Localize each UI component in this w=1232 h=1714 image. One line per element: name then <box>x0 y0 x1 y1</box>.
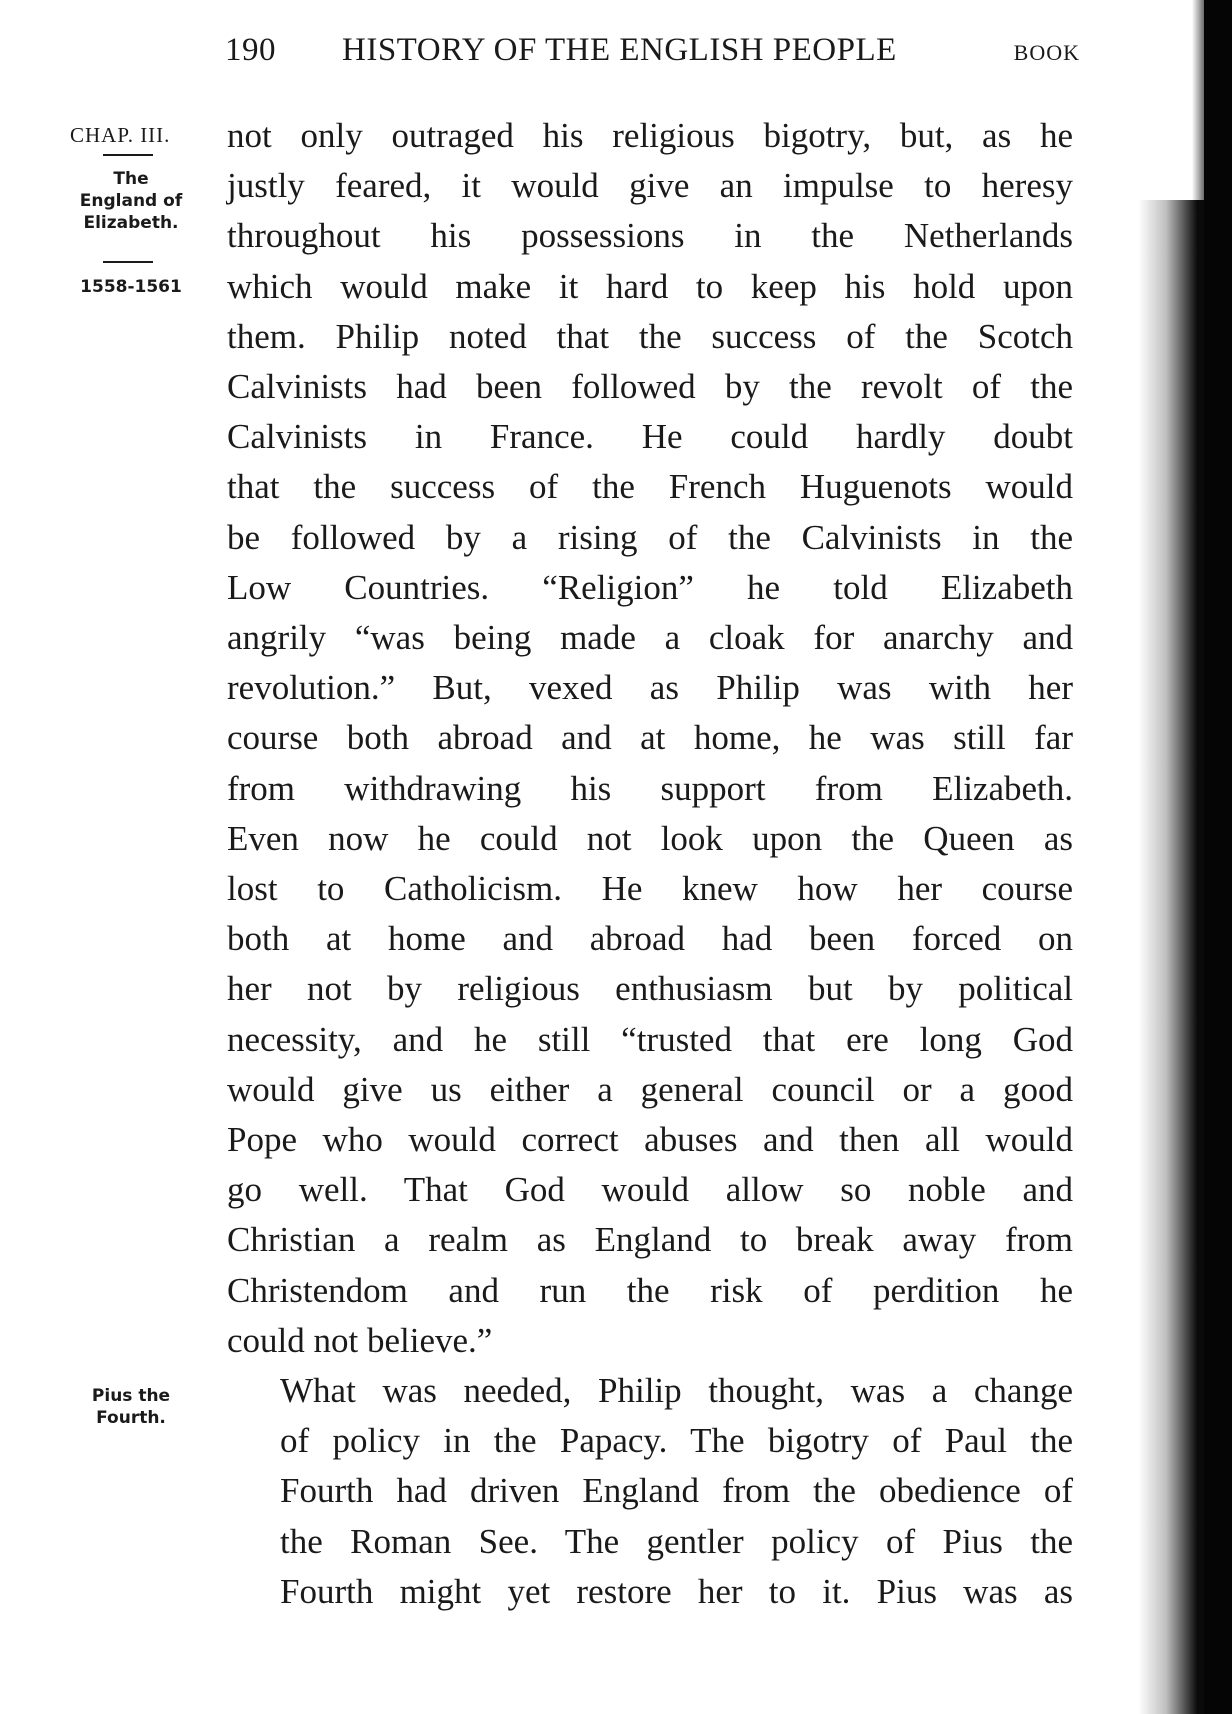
text-line: be followed by a rising of the Calvinists in the <box>227 517 1073 557</box>
text-line: them. Philip noted that the success of the Scotch <box>227 316 1073 356</box>
running-header <box>225 32 1080 76</box>
text-line: throughout his possessions in the Netherlands <box>227 216 1073 256</box>
sidenote-england-of-elizabeth <box>66 168 196 234</box>
book-label: BOOK <box>1013 40 1080 65</box>
text-line: both at home and abroad had been forced on <box>227 919 1073 959</box>
text-line: Christian a realm as England to break away from <box>227 1220 1073 1260</box>
running-title: HISTORY OF THE ENGLISH PEOPLE <box>342 32 897 68</box>
text-line: the Roman See. The gentler policy of Pius the <box>280 1521 1073 1561</box>
text-line: Christendom and run the risk of perdition he <box>227 1270 1073 1310</box>
text-line: would give us either a general council or a good <box>227 1069 1073 1109</box>
text-line: that the success of the French Huguenots would <box>227 467 1073 507</box>
text-line: What was needed, Philip thought, was a change <box>280 1371 1073 1411</box>
text-line: necessity, and he still “trusted that ere long God <box>227 1019 1073 1059</box>
text-line: Even now he could not look upon the Queen as <box>227 818 1073 858</box>
scan-edge <box>1204 0 1232 1714</box>
text-line: Calvinists had been followed by the revolt of the <box>227 367 1073 407</box>
text-line: not only outraged his religious bigotry, but, as he <box>227 116 1073 155</box>
paragraph <box>227 111 1073 1366</box>
text-line: from withdrawing his support from Elizabeth. <box>227 768 1073 808</box>
scan-shadow <box>1138 200 1208 1714</box>
text-line: of policy in the Papacy. The bigotry of Paul the <box>280 1421 1073 1461</box>
text-line: Calvinists in France. He could hardly doubt <box>227 417 1073 457</box>
text-line: her not by religious enthusiasm but by political <box>227 969 1073 1009</box>
text-line: Fourth might yet restore her to it. Pius was as <box>280 1571 1073 1611</box>
text-line: which would make it hard to keep his hold upon <box>227 266 1073 306</box>
sidenote-line: The <box>113 169 149 189</box>
page-number: 190 <box>225 32 276 68</box>
paragraph <box>227 1366 1073 1617</box>
text-line: revolution.” But, vexed as Philip was with her <box>227 668 1073 708</box>
sidenote-line: Pius the <box>91 1386 171 1406</box>
text-line: course both abroad and at home, he was still far <box>227 718 1073 758</box>
margin-rule <box>103 154 153 156</box>
text-line: go well. That God would allow so noble and <box>227 1170 1073 1210</box>
text-line: angrily “was being made a cloak for anarchy and <box>227 618 1073 658</box>
text-line: Fourth had driven England from the obedience of <box>280 1471 1073 1511</box>
sidenote-line: England of <box>79 191 183 211</box>
text-line: Low Countries. “Religion” he told Elizabeth <box>227 567 1073 607</box>
sidenote-line: Elizabeth. <box>83 213 179 233</box>
text-line: could not believe.” <box>227 1320 493 1360</box>
year-range: 1558-1561 <box>80 277 182 297</box>
sidenote-line: Fourth. <box>96 1408 166 1428</box>
text-line: Pope who would correct abuses and then all would <box>227 1120 1073 1160</box>
body-text <box>227 111 1073 1617</box>
sidenote-pius-the-fourth <box>66 1385 196 1429</box>
chapter-label: CHAP. III. <box>70 123 171 147</box>
text-line: lost to Catholicism. He knew how her course <box>227 869 1073 909</box>
text-line: justly feared, it would give an impulse to heresy <box>227 166 1073 206</box>
margin-rule <box>103 261 153 263</box>
